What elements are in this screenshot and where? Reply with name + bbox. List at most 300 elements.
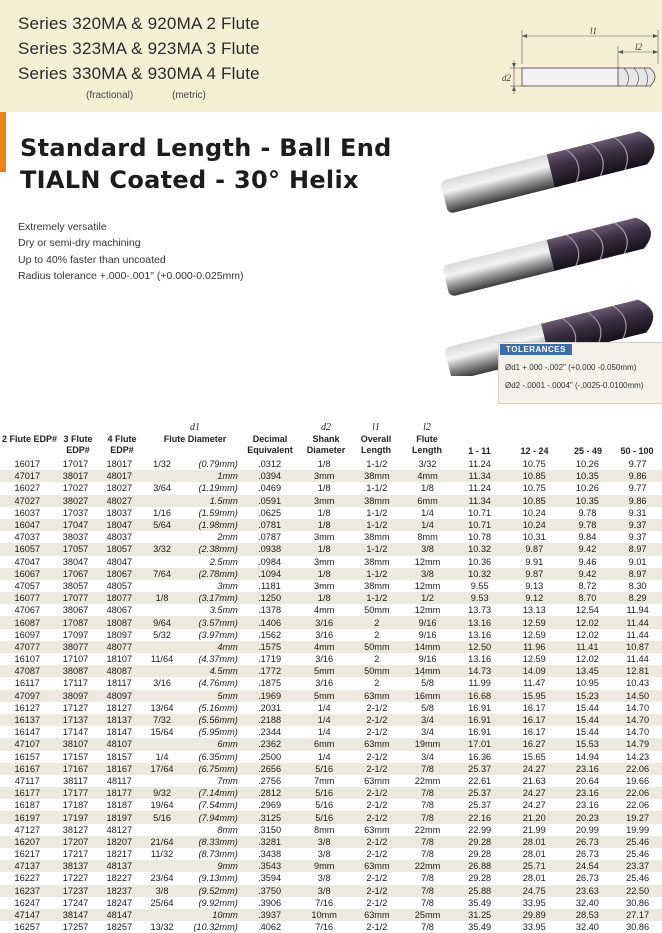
cell-price-12-24: 11.96 [507,641,562,653]
cell-2-flute-edp: 47107 [0,738,55,750]
table-row [0,775,662,787]
cell-price-1-11: 10.71 [452,519,507,531]
cell-4-flute-edp: 48117 [96,775,142,787]
table-row [0,604,662,616]
cell-price-50-100: 9.86 [613,470,662,482]
cell-3-flute-edp: 17177 [55,787,97,799]
cell-diameter: 9mm [182,860,242,872]
cell-shank: 4mm [297,604,351,616]
cell-price-25-49: 20.99 [562,824,614,836]
cell-price-1-11: 12.50 [452,641,507,653]
cell-price-1-11: 16.91 [452,714,507,726]
cell-flute-length: 25mm [403,909,453,921]
cell-2-flute-edp: 16217 [0,848,55,860]
cell-price-12-24: 10.24 [507,519,562,531]
cell-flute-length: 7/8 [403,836,453,848]
cell-shank: 3/8 [297,885,351,897]
cell-shank: 1/8 [297,519,351,531]
table-row [0,629,662,641]
cell-2-flute-edp: 47147 [0,909,55,921]
cell-price-1-11: 10.71 [452,507,507,519]
cell-price-50-100: 9.77 [613,458,662,470]
cell-flute-length: 14mm [403,641,453,653]
cell-shank: 3/16 [297,616,351,628]
cell-2-flute-edp: 47077 [0,641,55,653]
cell-shank: 1/8 [297,482,351,494]
cell-price-25-49: 8.72 [562,580,614,592]
cell-price-12-24: 12.59 [507,653,562,665]
cell-overall-length: 2-1/2 [351,885,403,897]
cell-overall-length: 2-1/2 [351,836,403,848]
cell-4-flute-edp: 18017 [96,458,142,470]
cell-fraction [142,495,182,507]
cell-price-25-49: 26.73 [562,848,614,860]
cell-shank: 5mm [297,665,351,677]
cell-price-1-11: 35.49 [452,921,507,933]
cell-price-50-100: 9.37 [613,519,662,531]
cell-price-25-49: 12.02 [562,616,614,628]
cell-fraction [142,738,182,750]
tool-dimension-diagram [500,24,660,104]
cell-shank: 1/8 [297,507,351,519]
table-row [0,836,662,848]
table-row [0,482,662,494]
cell-2-flute-edp: 16147 [0,726,55,738]
cell-price-25-49: 8.70 [562,592,614,604]
table-row [0,495,662,507]
cell-overall-length: 38mm [351,556,403,568]
cell-3-flute-edp: 17027 [55,482,97,494]
cell-4-flute-edp: 18237 [96,885,142,897]
cell-2-flute-edp: 16137 [0,714,55,726]
cell-diameter: (1.19mm) [182,482,242,494]
cell-overall-length: 50mm [351,665,403,677]
cell-3-flute-edp: 17077 [55,592,97,604]
cell-price-50-100: 25.46 [613,872,662,884]
cell-decimal: .1969 [242,690,298,702]
cell-price-12-24: 9.87 [507,543,562,555]
cell-price-50-100: 9.37 [613,531,662,543]
cell-4-flute-edp: 48127 [96,824,142,836]
table-row [0,885,662,897]
cell-price-1-11: 13.16 [452,616,507,628]
cell-price-1-11: 16.36 [452,751,507,763]
cell-2-flute-edp: 16167 [0,763,55,775]
cell-price-12-24: 13.13 [507,604,562,616]
cell-flute-length: 14mm [403,665,453,677]
cell-flute-length: 19mm [403,738,453,750]
cell-price-25-49: 9.42 [562,543,614,555]
cell-diameter: 3.5mm [182,604,242,616]
cell-2-flute-edp: 16157 [0,751,55,763]
cell-price-12-24: 10.85 [507,470,562,482]
cell-price-12-24: 10.85 [507,495,562,507]
cell-price-25-49: 15.44 [562,702,614,714]
cell-diameter: (1.98mm) [182,519,242,531]
cell-diameter: (8.33mm) [182,836,242,848]
cell-overall-length: 1-1/2 [351,592,403,604]
header-price-25-49: 25 - 49 [573,446,603,456]
cell-flute-length: 7/8 [403,897,453,909]
cell-3-flute-edp: 38087 [55,665,97,677]
cell-price-12-24: 14.09 [507,665,562,677]
cell-price-12-24: 16.17 [507,714,562,726]
cell-fraction: 13/64 [142,702,182,714]
cell-price-50-100: 14.23 [613,751,662,763]
cell-overall-length: 1-1/2 [351,458,403,470]
page-title-line-2: TIALN Coated - 30° Helix [20,166,359,194]
cell-2-flute-edp: 16237 [0,885,55,897]
fractional-note: (fractional) [86,90,134,101]
table-row [0,811,662,823]
table-row [0,641,662,653]
cell-flute-length: 3/4 [403,726,453,738]
table-row [0,897,662,909]
cell-overall-length: 1-1/2 [351,519,403,531]
cell-diameter: 1.5mm [182,495,242,507]
cell-price-50-100: 11.94 [613,604,662,616]
cell-decimal: .1406 [242,616,298,628]
cell-diameter: (9.13mm) [182,872,242,884]
cell-4-flute-edp: 48067 [96,604,142,616]
cell-price-12-24: 10.75 [507,482,562,494]
cell-4-flute-edp: 18217 [96,848,142,860]
cell-flute-length: 9/16 [403,629,453,641]
cell-decimal: .2756 [242,775,298,787]
header-2-flute-edp: 2 Flute EDP# [2,434,58,444]
cell-price-50-100: 12.81 [613,665,662,677]
tolerances-box [498,342,662,404]
cell-price-25-49: 9.46 [562,556,614,568]
cell-price-1-11: 11.34 [452,470,507,482]
cell-2-flute-edp: 16087 [0,616,55,628]
cell-decimal: .0938 [242,543,298,555]
cell-fraction: 1/32 [142,458,182,470]
cell-fraction: 7/32 [142,714,182,726]
feature-item: Radius tolerance +.000-.001" (+0.000-0.025mm) [18,270,244,282]
cell-price-12-24: 21.99 [507,824,562,836]
cell-3-flute-edp: 17257 [55,921,97,933]
cell-decimal: .1094 [242,568,298,580]
cell-price-25-49: 12.02 [562,629,614,641]
cell-overall-length: 2-1/2 [351,787,403,799]
header-l1-symbol: l1 [372,422,380,433]
cell-price-50-100: 14.79 [613,738,662,750]
cell-flute-length: 7/8 [403,763,453,775]
cell-price-1-11: 10.32 [452,543,507,555]
cell-diameter: 6mm [182,738,242,750]
cell-fraction: 1/4 [142,751,182,763]
cell-4-flute-edp: 18057 [96,543,142,555]
cell-fraction [142,580,182,592]
cell-shank: 9mm [297,860,351,872]
cell-decimal: .3125 [242,811,298,823]
cell-price-12-24: 24.27 [507,799,562,811]
cell-price-25-49: 32.40 [562,921,614,933]
cell-price-12-24: 9.13 [507,580,562,592]
table-row [0,909,662,921]
cell-price-1-11: 10.78 [452,531,507,543]
header-d2-symbol: d2 [321,422,331,433]
table-row [0,568,662,580]
cell-fraction [142,909,182,921]
cell-price-50-100: 8.97 [613,568,662,580]
cell-price-25-49: 9.84 [562,531,614,543]
cell-2-flute-edp: 16207 [0,836,55,848]
table-row [0,592,662,604]
cell-price-12-24: 9.12 [507,592,562,604]
cell-overall-length: 63mm [351,690,403,702]
end-mill-product-image [430,126,662,376]
cell-shank: 3mm [297,556,351,568]
cell-price-12-24: 28.01 [507,836,562,848]
cell-2-flute-edp: 16047 [0,519,55,531]
cell-3-flute-edp: 17017 [55,458,97,470]
cell-diameter: 2.5mm [182,556,242,568]
cell-decimal: .2362 [242,738,298,750]
page-title-line-1: Standard Length - Ball End [20,134,392,162]
cell-3-flute-edp: 17137 [55,714,97,726]
cell-price-50-100: 10.43 [613,677,662,689]
cell-price-1-11: 29.28 [452,836,507,848]
table-row [0,787,662,799]
cell-overall-length: 2 [351,616,403,628]
cell-price-12-24: 29.89 [507,909,562,921]
cell-4-flute-edp: 18197 [96,811,142,823]
cell-2-flute-edp: 16227 [0,872,55,884]
cell-3-flute-edp: 17127 [55,702,97,714]
cell-shank: 3/16 [297,629,351,641]
cell-price-1-11: 14.73 [452,665,507,677]
cell-3-flute-edp: 17067 [55,568,97,580]
cell-4-flute-edp: 18047 [96,519,142,531]
cell-flute-length: 1/4 [403,519,453,531]
cell-price-1-11: 25.37 [452,787,507,799]
cell-price-1-11: 9.55 [452,580,507,592]
cell-fraction: 3/64 [142,482,182,494]
cell-diameter: (0.79mm) [182,458,242,470]
cell-4-flute-edp: 48017 [96,470,142,482]
cell-flute-length: 12mm [403,604,453,616]
table-row [0,677,662,689]
table-row [0,824,662,836]
cell-4-flute-edp: 48137 [96,860,142,872]
cell-2-flute-edp: 47067 [0,604,55,616]
cell-shank: 1/4 [297,702,351,714]
cell-price-25-49: 26.73 [562,872,614,884]
cell-price-1-11: 17.01 [452,738,507,750]
series-line-3: Series 330MA & 930MA 4 Flute [18,64,260,83]
cell-price-12-24: 10.24 [507,507,562,519]
cell-shank: 5/16 [297,787,351,799]
cell-decimal: .2656 [242,763,298,775]
cell-shank: 5mm [297,690,351,702]
cell-price-50-100: 10.87 [613,641,662,653]
cell-price-1-11: 29.28 [452,872,507,884]
cell-2-flute-edp: 16197 [0,811,55,823]
feature-item: Dry or semi-dry machining [18,237,141,249]
cell-price-12-24: 24.27 [507,787,562,799]
table-row [0,860,662,872]
cell-diameter: (3.97mm) [182,629,242,641]
cell-decimal: .1562 [242,629,298,641]
table-row [0,470,662,482]
cell-2-flute-edp: 16037 [0,507,55,519]
cell-price-1-11: 9.53 [452,592,507,604]
cell-4-flute-edp: 48087 [96,665,142,677]
cell-fraction: 25/64 [142,897,182,909]
cell-flute-length: 22mm [403,775,453,787]
cell-price-12-24: 9.91 [507,556,562,568]
cell-overall-length: 2-1/2 [351,872,403,884]
cell-diameter: (4.37mm) [182,653,242,665]
cell-2-flute-edp: 16257 [0,921,55,933]
cell-overall-length: 63mm [351,824,403,836]
cell-price-25-49: 28.53 [562,909,614,921]
cell-3-flute-edp: 17037 [55,507,97,519]
cell-fraction: 3/16 [142,677,182,689]
cell-3-flute-edp: 17217 [55,848,97,860]
cell-price-25-49: 10.95 [562,677,614,689]
cell-4-flute-edp: 48057 [96,580,142,592]
cell-shank: 1/4 [297,726,351,738]
cell-decimal: .4062 [242,921,298,933]
cell-decimal: .1772 [242,665,298,677]
cell-shank: 10mm [297,909,351,921]
cell-overall-length: 1-1/2 [351,507,403,519]
cell-diameter: (7.54mm) [182,799,242,811]
cell-fraction [142,665,182,677]
cell-diameter: 5mm [182,690,242,702]
series-line-2: Series 323MA & 923MA 3 Flute [18,39,260,58]
cell-4-flute-edp: 48037 [96,531,142,543]
cell-price-25-49: 32.40 [562,897,614,909]
cell-flute-length: 1/2 [403,592,453,604]
cell-3-flute-edp: 38137 [55,860,97,872]
cell-2-flute-edp: 47087 [0,665,55,677]
cell-price-1-11: 11.34 [452,495,507,507]
cell-4-flute-edp: 18027 [96,482,142,494]
table-row [0,763,662,775]
cell-flute-length: 22mm [403,824,453,836]
cell-flute-length: 7/8 [403,921,453,933]
cell-fraction: 9/64 [142,616,182,628]
cell-fraction [142,775,182,787]
header-3-flute-edp: 3 Flute EDP# [63,434,93,455]
cell-diameter: (5.95mm) [182,726,242,738]
cell-decimal: .0591 [242,495,298,507]
cell-decimal: .2188 [242,714,298,726]
cell-decimal: .0312 [242,458,298,470]
cell-price-50-100: 11.44 [613,616,662,628]
header-overall-length: Overall Length [360,434,392,455]
cell-price-12-24: 16.27 [507,738,562,750]
cell-shank: 3mm [297,495,351,507]
cell-price-50-100: 19.27 [613,811,662,823]
cell-fraction: 5/32 [142,629,182,641]
cell-price-12-24: 12.59 [507,629,562,641]
cell-4-flute-edp: 18037 [96,507,142,519]
cell-4-flute-edp: 48147 [96,909,142,921]
cell-shank: 1/8 [297,543,351,555]
table-row [0,848,662,860]
product-table [0,458,662,933]
cell-price-50-100: 8.29 [613,592,662,604]
cell-overall-length: 63mm [351,775,403,787]
cell-decimal: .1378 [242,604,298,616]
cell-price-1-11: 16.91 [452,726,507,738]
cell-price-50-100: 14.70 [613,702,662,714]
cell-shank: 7/16 [297,921,351,933]
cell-diameter: 10mm [182,909,242,921]
tolerance-d2: Ød2 -.0001 -.0004" (-.0025-0.0100mm) [505,381,644,390]
cell-price-50-100: 27.17 [613,909,662,921]
cell-price-25-49: 12.54 [562,604,614,616]
table-row [0,799,662,811]
cell-fraction [142,824,182,836]
cell-price-25-49: 10.26 [562,482,614,494]
cell-2-flute-edp: 16067 [0,568,55,580]
cell-price-25-49: 15.53 [562,738,614,750]
table-row [0,665,662,677]
cell-3-flute-edp: 17047 [55,519,97,531]
cell-3-flute-edp: 38067 [55,604,97,616]
table-row [0,580,662,592]
cell-diameter: (6.35mm) [182,751,242,763]
cell-overall-length: 2-1/2 [351,921,403,933]
cell-flute-length: 9/16 [403,653,453,665]
cell-overall-length: 2-1/2 [351,811,403,823]
cell-3-flute-edp: 17097 [55,629,97,641]
header-price-12-24: 12 - 24 [520,446,549,456]
cell-decimal: .2500 [242,751,298,763]
cell-price-12-24: 28.01 [507,848,562,860]
cell-4-flute-edp: 18067 [96,568,142,580]
cell-4-flute-edp: 48027 [96,495,142,507]
cell-2-flute-edp: 47117 [0,775,55,787]
cell-4-flute-edp: 18077 [96,592,142,604]
table-row [0,702,662,714]
cell-flute-length: 8mm [403,531,453,543]
cell-overall-length: 2 [351,653,403,665]
cell-diameter: (5.56mm) [182,714,242,726]
cell-4-flute-edp: 18177 [96,787,142,799]
cell-price-12-24: 25.71 [507,860,562,872]
cell-3-flute-edp: 38017 [55,470,97,482]
cell-diameter: (9.92mm) [182,897,242,909]
cell-diameter: (3.57mm) [182,616,242,628]
cell-2-flute-edp: 47127 [0,824,55,836]
cell-price-1-11: 26.88 [452,860,507,872]
cell-price-12-24: 16.17 [507,726,562,738]
header-price-1-11: 1 - 11 [468,446,491,456]
cell-3-flute-edp: 38107 [55,738,97,750]
cell-price-25-49: 9.42 [562,568,614,580]
cell-diameter: (1.59mm) [182,507,242,519]
cell-diameter: 3mm [182,580,242,592]
cell-price-1-11: 11.24 [452,482,507,494]
cell-shank: 5/16 [297,799,351,811]
cell-3-flute-edp: 17227 [55,872,97,884]
cell-diameter: (9.52mm) [182,885,242,897]
header-d1-symbol: d1 [190,422,200,433]
cell-4-flute-edp: 18117 [96,677,142,689]
cell-fraction: 11/32 [142,848,182,860]
cell-overall-length: 2-1/2 [351,799,403,811]
cell-fraction: 9/32 [142,787,182,799]
cell-price-50-100: 9.31 [613,507,662,519]
cell-4-flute-edp: 18227 [96,872,142,884]
